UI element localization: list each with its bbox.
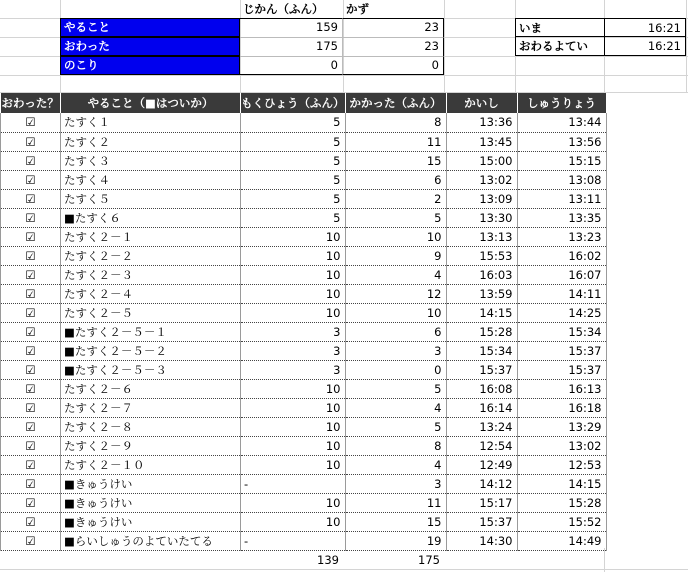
now-value[interactable]: 16:21 [605,19,685,37]
end-time[interactable]: 15:28 [517,493,606,512]
table-row [1,398,607,417]
task-name[interactable]: たすく２－１ [61,227,241,246]
done-checkbox[interactable]: ☑ [1,322,61,341]
task-name[interactable]: たすく２－３ [61,265,241,284]
spent-minutes[interactable]: 8 [345,113,446,132]
start-time[interactable]: 13:09 [446,189,517,208]
target-minutes[interactable]: 3 [241,360,346,379]
spent-minutes[interactable]: 11 [345,493,446,512]
target-minutes[interactable]: 10 [241,436,346,455]
start-time[interactable]: 15:34 [446,341,517,360]
target-minutes[interactable]: 10 [241,455,346,474]
done-checkbox[interactable]: ☑ [1,379,61,398]
spent-minutes[interactable]: 15 [345,512,446,531]
target-minutes[interactable]: 10 [241,417,346,436]
start-time[interactable]: 15:17 [446,493,517,512]
start-time[interactable]: 14:30 [446,531,517,550]
spent-minutes[interactable]: 19 [345,531,446,550]
done-checkbox[interactable]: ☑ [1,493,61,512]
task-name[interactable]: たすく５ [61,189,241,208]
header-task[interactable]: やること（■はついか） [61,93,241,113]
done-checkbox[interactable]: ☑ [1,132,61,151]
task-name[interactable]: ■たすく２－５－２ [61,341,241,360]
start-time[interactable]: 15:37 [446,360,517,379]
start-time[interactable]: 15:53 [446,246,517,265]
start-time[interactable]: 13:59 [446,284,517,303]
spent-minutes[interactable]: 9 [345,246,446,265]
start-time[interactable]: 16:08 [446,379,517,398]
spent-minutes[interactable]: 5 [345,208,446,227]
summary-header-minutes: じかん（ふん） [243,2,324,16]
task-name[interactable]: ■らいしゅうのよていたてる [61,531,241,550]
done-checkbox[interactable]: ☑ [1,360,61,379]
target-minutes[interactable]: 5 [241,208,346,227]
done-checkbox[interactable]: ☑ [1,189,61,208]
spent-minutes[interactable]: 10 [345,303,446,322]
task-name[interactable]: ■きゅうけい [61,512,241,531]
table-row [1,170,607,189]
end-time[interactable]: 13:44 [517,113,606,132]
end-time[interactable]: 13:02 [517,436,606,455]
target-minutes[interactable]: 10 [241,265,346,284]
task-name[interactable]: ■たすく６ [61,208,241,227]
header-target[interactable]: もくひょう（ふん） [241,93,346,113]
end-time[interactable]: 13:35 [517,208,606,227]
table-row [1,493,607,512]
table-row [1,227,607,246]
done-checkbox[interactable]: ☑ [1,170,61,189]
end-time[interactable]: 16:18 [517,398,606,417]
target-minutes[interactable]: 10 [241,284,346,303]
summary-label-done: おわった [60,37,240,56]
target-minutes[interactable]: 5 [241,132,346,151]
task-name[interactable]: たすく２ [61,132,241,151]
spent-minutes[interactable]: 10 [345,227,446,246]
end-time[interactable]: 16:13 [517,379,606,398]
table-row [1,455,607,474]
start-time[interactable]: 13:24 [446,417,517,436]
table-row [1,474,607,493]
clock-block [515,18,686,56]
table-row [1,151,607,170]
target-minutes[interactable]: 10 [241,512,346,531]
end-time[interactable]: 14:15 [517,474,606,493]
table-row [1,246,607,265]
target-minutes[interactable]: 3 [241,322,346,341]
done-checkbox[interactable]: ☑ [1,398,61,417]
header-start[interactable]: かいし [446,93,517,113]
spent-minutes[interactable]: 4 [345,265,446,284]
start-time[interactable]: 16:14 [446,398,517,417]
done-checkbox[interactable]: ☑ [1,151,61,170]
spent-minutes[interactable]: 5 [345,379,446,398]
target-minutes[interactable]: 5 [241,170,346,189]
task-name[interactable]: たすく２－４ [61,284,241,303]
task-name[interactable]: たすく３ [61,151,241,170]
table-row [1,512,607,531]
target-minutes[interactable]: 3 [241,341,346,360]
spent-minutes[interactable]: 4 [345,455,446,474]
table-row [1,436,607,455]
header-spent[interactable]: かかった（ふん） [345,93,446,113]
start-time[interactable]: 14:15 [446,303,517,322]
spent-minutes[interactable]: 6 [345,170,446,189]
target-minutes[interactable]: 10 [241,398,346,417]
table-row [1,113,607,132]
table-row [1,208,607,227]
table-row [1,284,607,303]
task-name[interactable]: たすく２－１０ [61,455,241,474]
start-time[interactable]: 15:37 [446,512,517,531]
eta-label: おわるよてい [516,37,605,55]
summary-label-todo: やること [60,18,240,37]
done-checkbox[interactable]: ☑ [1,512,61,531]
start-time[interactable]: 14:12 [446,474,517,493]
task-name[interactable]: ■きゅうけい [61,493,241,512]
summary-done-minutes[interactable]: 175 [240,37,343,56]
done-checkbox[interactable]: ☑ [1,474,61,493]
header-done[interactable]: おわった？ [1,93,61,113]
done-checkbox[interactable]: ☑ [1,341,61,360]
spent-minutes[interactable]: 3 [345,474,446,493]
task-name[interactable]: たすく４ [61,170,241,189]
summary-label-remaining: のこり [60,56,240,75]
task-table [0,93,607,551]
end-time[interactable]: 13:56 [517,132,606,151]
task-name[interactable]: たすく２－７ [61,398,241,417]
summary-header-count: かず [346,2,369,16]
end-time[interactable]: 15:37 [517,341,606,360]
summary-todo-count[interactable]: 23 [343,18,444,37]
spent-minutes[interactable]: 6 [345,322,446,341]
start-time[interactable]: 12:49 [446,455,517,474]
summary-done-count[interactable]: 23 [343,37,444,56]
done-checkbox[interactable]: ☑ [1,455,61,474]
start-time[interactable]: 15:00 [446,151,517,170]
summary-todo-minutes[interactable]: 159 [240,18,343,37]
task-name[interactable]: ■きゅうけい [61,474,241,493]
spent-minutes[interactable]: 8 [345,436,446,455]
end-time[interactable]: 15:37 [517,360,606,379]
target-minutes[interactable]: 10 [241,493,346,512]
end-time[interactable]: 16:02 [517,246,606,265]
spent-minutes[interactable]: 2 [345,189,446,208]
eta-value[interactable]: 16:21 [647,39,681,53]
target-minutes[interactable]: 5 [241,113,346,132]
target-minutes[interactable]: - [241,531,346,550]
task-name[interactable]: ■たすく２－５－３ [61,360,241,379]
table-row [1,189,607,208]
end-time[interactable]: 15:34 [517,322,606,341]
task-name[interactable]: たすく１ [61,113,241,132]
start-time[interactable]: 13:02 [446,170,517,189]
now-label: いま [516,19,605,37]
target-minutes[interactable]: - [241,474,346,493]
task-name[interactable]: たすく２－８ [61,417,241,436]
spent-minutes[interactable]: 5 [345,417,446,436]
task-name[interactable]: たすく２－５ [61,303,241,322]
table-row [1,303,607,322]
table-row [1,360,607,379]
task-name[interactable]: たすく２－２ [61,246,241,265]
target-minutes[interactable]: 5 [241,151,346,170]
target-minutes[interactable]: 10 [241,303,346,322]
start-time[interactable]: 13:45 [446,132,517,151]
task-table-header [1,93,607,113]
table-row [1,379,607,398]
start-time[interactable]: 16:03 [446,265,517,284]
start-time[interactable]: 13:36 [446,113,517,132]
summary-remaining-count[interactable]: 0 [343,56,444,75]
done-checkbox[interactable]: ☑ [1,208,61,227]
target-minutes[interactable]: 10 [241,246,346,265]
done-checkbox[interactable]: ☑ [1,227,61,246]
table-row [1,341,607,360]
spent-minutes[interactable]: 4 [345,398,446,417]
end-time[interactable]: 13:11 [517,189,606,208]
total-target: 139 [317,553,339,567]
spent-minutes[interactable]: 0 [345,360,446,379]
table-row [1,322,607,341]
done-checkbox[interactable]: ☑ [1,417,61,436]
done-checkbox[interactable]: ☑ [1,531,61,550]
target-minutes[interactable]: 10 [241,227,346,246]
done-checkbox[interactable]: ☑ [1,436,61,455]
task-name[interactable]: たすく２－６ [61,379,241,398]
spent-minutes[interactable]: 11 [345,132,446,151]
end-time[interactable]: 12:53 [517,455,606,474]
done-checkbox[interactable]: ☑ [1,284,61,303]
total-spent: 175 [418,553,440,567]
end-time[interactable]: 16:07 [517,265,606,284]
end-time[interactable]: 15:52 [517,512,606,531]
done-checkbox[interactable]: ☑ [1,246,61,265]
start-time[interactable]: 13:30 [446,208,517,227]
task-name[interactable]: ■たすく２－５－１ [61,322,241,341]
table-row [1,265,607,284]
target-minutes[interactable]: 10 [241,379,346,398]
start-time[interactable]: 12:54 [446,436,517,455]
task-name[interactable]: たすく２－９ [61,436,241,455]
end-time[interactable]: 14:49 [517,531,606,550]
target-minutes[interactable]: 5 [241,189,346,208]
end-time[interactable]: 13:29 [517,417,606,436]
done-checkbox[interactable]: ☑ [1,303,61,322]
done-checkbox[interactable]: ☑ [1,113,61,132]
summary-remaining-minutes[interactable]: 0 [240,56,343,75]
header-end[interactable]: しゅうりょう [517,93,606,113]
start-time[interactable]: 15:28 [446,322,517,341]
spent-minutes[interactable]: 15 [345,151,446,170]
table-row [1,531,607,550]
table-row [1,417,607,436]
spent-minutes[interactable]: 3 [345,341,446,360]
start-time[interactable]: 13:13 [446,227,517,246]
end-time[interactable]: 14:25 [517,303,606,322]
end-time[interactable]: 13:23 [517,227,606,246]
end-time[interactable]: 14:11 [517,284,606,303]
spent-minutes[interactable]: 12 [345,284,446,303]
done-checkbox[interactable]: ☑ [1,265,61,284]
end-time[interactable]: 13:08 [517,170,606,189]
table-row [1,132,607,151]
end-time[interactable]: 15:15 [517,151,606,170]
